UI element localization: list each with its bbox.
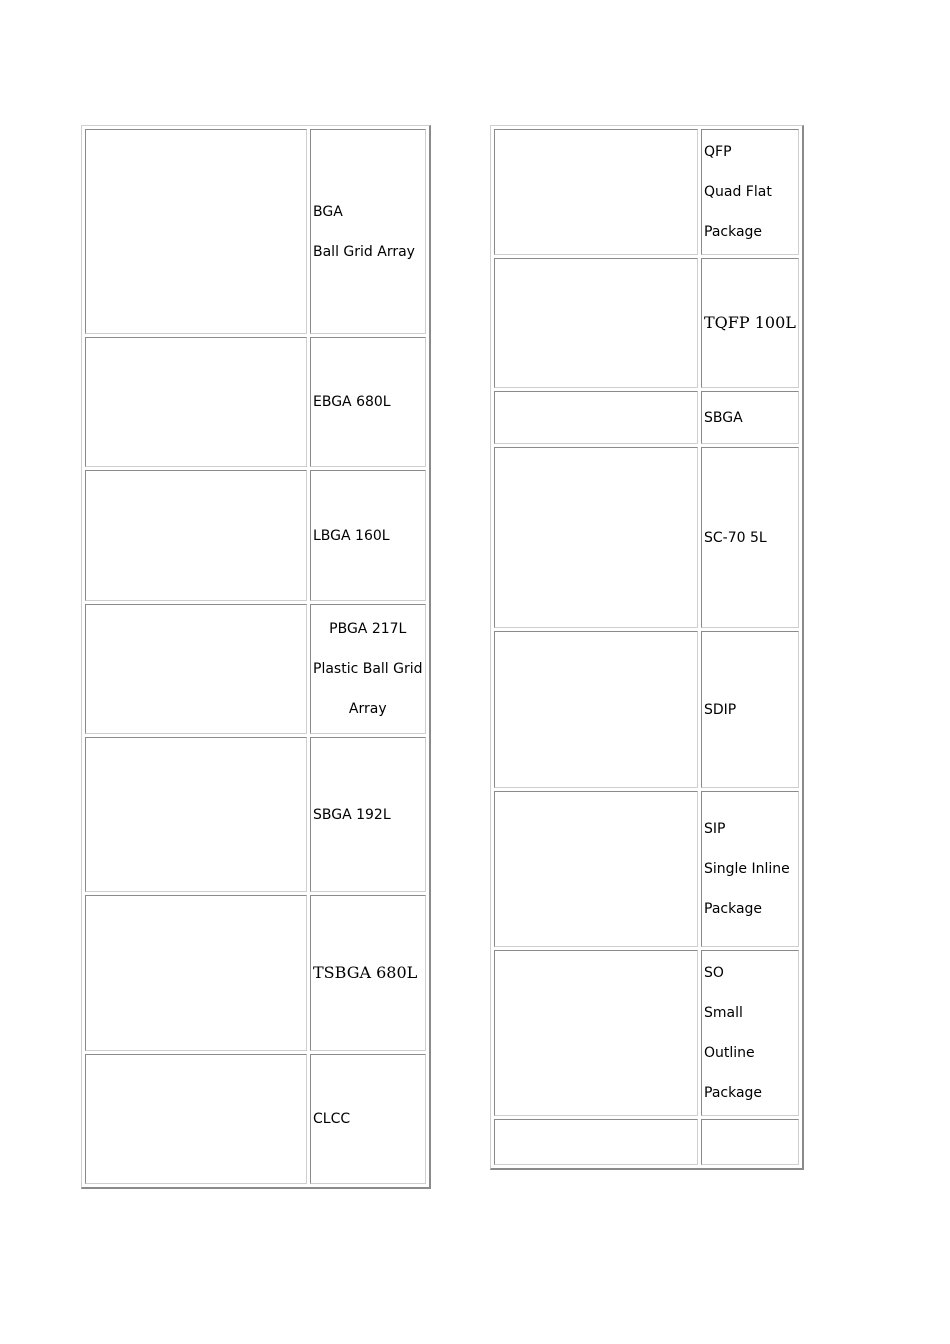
package-label-line: SBGA [704, 409, 743, 426]
package-label-line: SBGA 192L [313, 806, 391, 823]
package-label-line: Package [704, 1085, 763, 1101]
package-label-cell [701, 950, 799, 1116]
package-label-line: Quad Flat [704, 184, 772, 200]
package-row [494, 391, 799, 444]
package-label-cell [310, 895, 426, 1051]
package-label-cell [701, 258, 799, 388]
package-label-cell [701, 447, 799, 628]
package-row [494, 950, 799, 1116]
package-label-line: Package [704, 224, 763, 240]
package-row [494, 258, 799, 388]
package-label-line: Outline [704, 1045, 755, 1061]
package-image-cell [494, 129, 698, 255]
package-image-cell [85, 1054, 307, 1184]
package-image-cell [494, 1119, 698, 1165]
package-row [85, 337, 426, 467]
package-label-line: Single Inline [704, 861, 790, 877]
package-image-cell [85, 737, 307, 892]
package-label-line: Plastic Ball Grid [313, 661, 423, 677]
package-label-cell [310, 737, 426, 892]
package-label-line: EBGA 680L [313, 394, 391, 410]
package-row [85, 1054, 426, 1184]
package-label-line: Small [704, 1005, 743, 1021]
package-label-line: Ball Grid Array [313, 243, 415, 260]
package-table-left [81, 125, 431, 1189]
package-label-line: LBGA 160L [313, 527, 390, 544]
package-label-line: BGA [313, 203, 343, 220]
package-label-line: TQFP 100L [704, 313, 796, 332]
package-label-line: SIP [704, 821, 726, 837]
package-label-cell [701, 391, 799, 444]
package-label-line: PBGA 217L [329, 621, 407, 637]
package-image-cell [494, 950, 698, 1116]
package-image-cell [494, 258, 698, 388]
package-image-cell [85, 129, 307, 334]
package-label-line: Package [704, 901, 763, 917]
package-label-cell [310, 604, 426, 734]
package-image-cell [85, 895, 307, 1051]
package-image-cell [494, 631, 698, 788]
package-row [494, 447, 799, 628]
package-label-cell [701, 129, 799, 255]
package-image-cell [494, 791, 698, 947]
package-label-cell [701, 1119, 799, 1165]
package-label-cell [310, 337, 426, 467]
package-row [494, 1119, 799, 1165]
package-row [85, 895, 426, 1051]
package-table-right [490, 125, 804, 1170]
package-row [494, 631, 799, 788]
package-label-line: Array [348, 701, 387, 717]
package-label-cell [701, 631, 799, 788]
package-row [85, 737, 426, 892]
package-image-cell [85, 604, 307, 734]
package-image-cell [494, 447, 698, 628]
package-row [85, 129, 426, 334]
package-row [494, 791, 799, 947]
package-label-line: QFP [704, 144, 732, 160]
package-label-cell [310, 129, 426, 334]
package-label-cell [310, 470, 426, 601]
package-row [85, 470, 426, 601]
package-label-line: SO [704, 965, 724, 981]
package-label-cell [310, 1054, 426, 1184]
package-image-cell [85, 470, 307, 601]
package-row [85, 604, 426, 734]
package-label-line: SC-70 5L [704, 529, 767, 546]
package-label-line: CLCC [313, 1111, 351, 1127]
package-label-cell [701, 791, 799, 947]
package-label-line: SDIP [704, 701, 737, 718]
package-row [494, 129, 799, 255]
package-label-line: TSBGA 680L [313, 963, 418, 982]
package-image-cell [494, 391, 698, 444]
package-image-cell [85, 337, 307, 467]
